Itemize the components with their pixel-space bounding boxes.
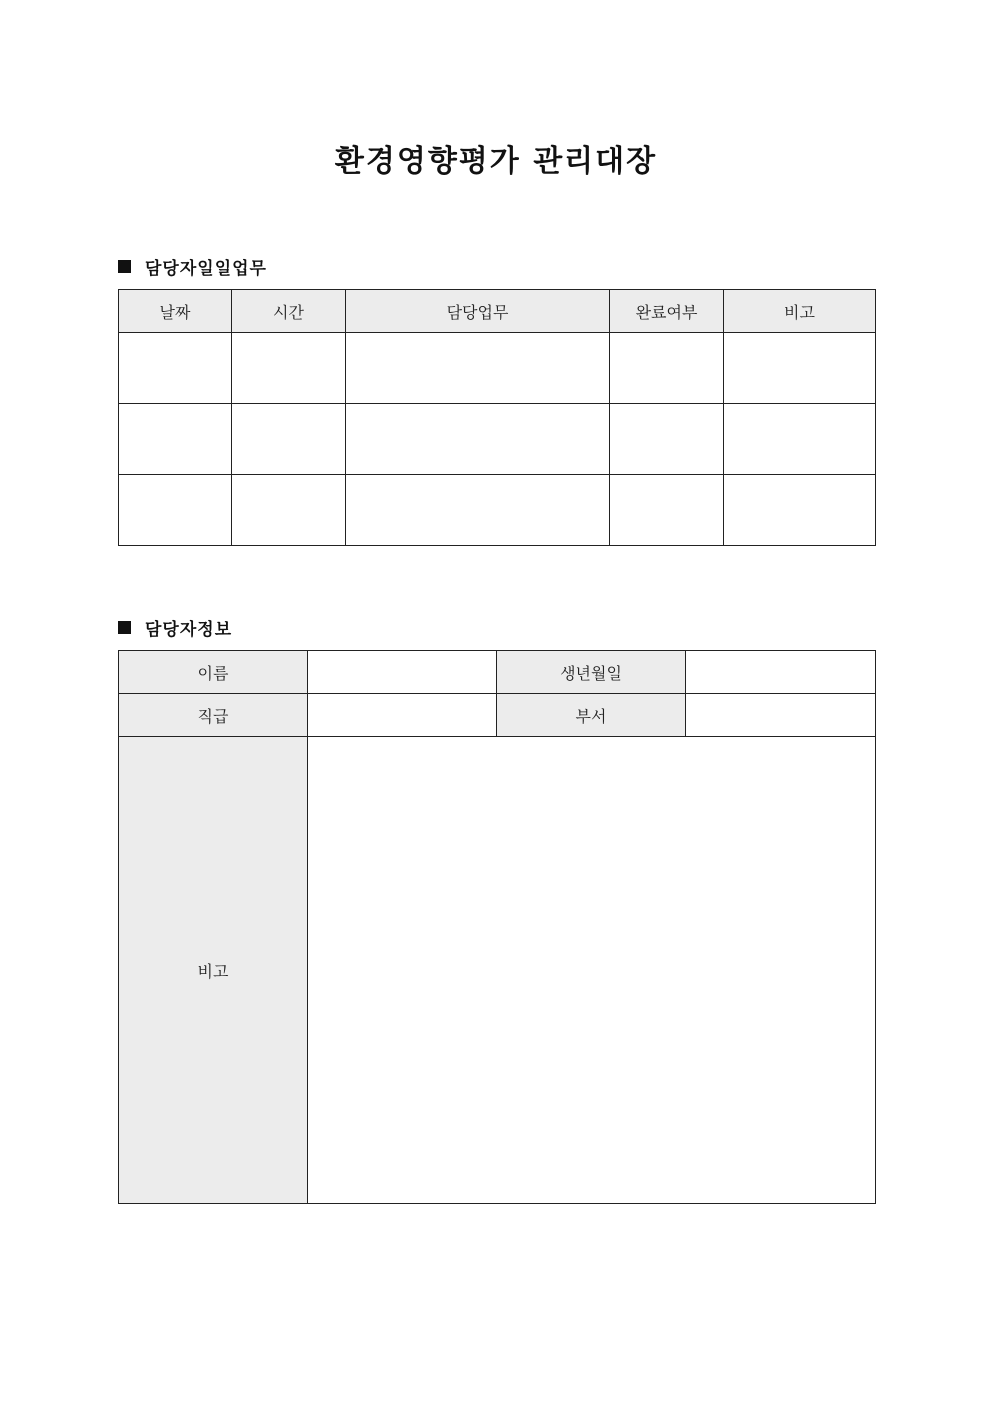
table-row	[119, 694, 876, 737]
time-cell[interactable]	[232, 475, 346, 546]
column-header-date: 날짜	[119, 290, 232, 333]
column-header-time: 시간	[232, 290, 346, 333]
completed-cell[interactable]	[610, 333, 724, 404]
name-field[interactable]	[308, 651, 497, 694]
rank-label: 직급	[119, 694, 308, 737]
section-heading-label: 담당자일일업무	[145, 259, 267, 279]
task-cell[interactable]	[346, 404, 610, 475]
completed-cell[interactable]	[610, 475, 724, 546]
birthdate-field[interactable]	[686, 651, 876, 694]
column-header-remark: 비고	[724, 290, 876, 333]
remark-field[interactable]	[308, 737, 876, 1204]
page-title: 환경영향평가 관리대장	[334, 144, 658, 179]
birthdate-label: 생년월일	[497, 651, 686, 694]
square-bullet-icon	[118, 260, 131, 273]
remark-cell[interactable]	[724, 333, 876, 404]
remark-cell[interactable]	[724, 404, 876, 475]
column-header-task: 담당업무	[346, 290, 610, 333]
remark-cell[interactable]	[724, 475, 876, 546]
column-header-completed: 완료여부	[610, 290, 724, 333]
completed-cell[interactable]	[610, 404, 724, 475]
daily-tasks-table	[118, 289, 876, 546]
square-bullet-icon	[118, 621, 131, 634]
department-label: 부서	[497, 694, 686, 737]
staff-info-table	[118, 650, 876, 1204]
table-row	[119, 475, 876, 546]
date-cell[interactable]	[119, 475, 232, 546]
department-field[interactable]	[686, 694, 876, 737]
time-cell[interactable]	[232, 333, 346, 404]
section-heading-label: 담당자정보	[145, 620, 233, 640]
table-row	[119, 333, 876, 404]
date-cell[interactable]	[119, 333, 232, 404]
time-cell[interactable]	[232, 404, 346, 475]
date-cell[interactable]	[119, 404, 232, 475]
table-row	[119, 737, 876, 1204]
table-row	[119, 651, 876, 694]
task-cell[interactable]	[346, 475, 610, 546]
table-row	[119, 404, 876, 475]
remark-label: 비고	[119, 737, 308, 1204]
name-label: 이름	[119, 651, 308, 694]
section-heading-daily	[118, 254, 267, 279]
section-heading-info	[118, 615, 232, 640]
table-header-row	[119, 290, 876, 333]
task-cell[interactable]	[346, 333, 610, 404]
rank-field[interactable]	[308, 694, 497, 737]
